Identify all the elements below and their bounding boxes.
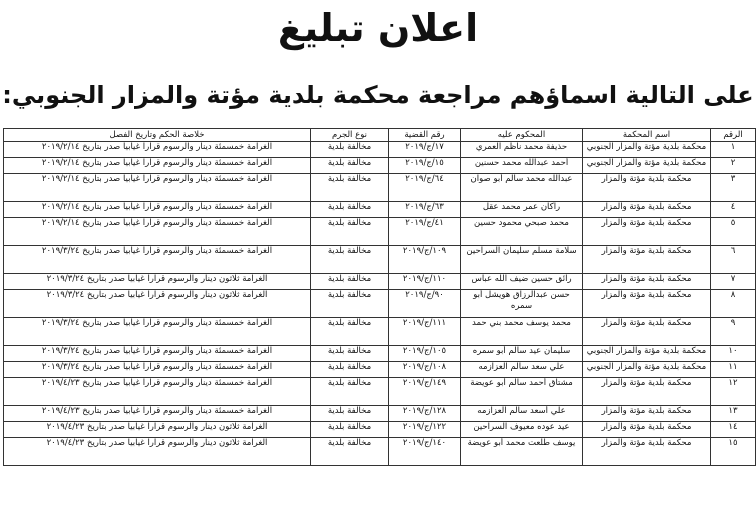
cell-num: ١٠ <box>711 346 756 362</box>
cell-summary: الغرامة خمسمئة دينار والرسوم قرارا غيابيا صدر بتاريخ ٢٠١٩/٢/١٤ <box>4 218 311 246</box>
cell-case: ١٥/ج/٢٠١٩ <box>389 158 461 174</box>
cell-crime: مخالفة بلدية <box>311 438 389 466</box>
cell-defendant: مشتاق أحمد سالم أبو عويضة <box>461 378 583 406</box>
cell-crime: مخالفة بلدية <box>311 202 389 218</box>
cell-num: ١١ <box>711 362 756 378</box>
cell-crime: مخالفة بلدية <box>311 290 389 318</box>
cell-defendant: محمد يوسف محمد بني حمد <box>461 318 583 346</box>
cell-defendant: سلامة مسلم سليمان السراحين <box>461 246 583 274</box>
cell-crime: مخالفة بلدية <box>311 378 389 406</box>
cell-num: ٧ <box>711 274 756 290</box>
cell-case: ٤١/ج/٢٠١٩ <box>389 218 461 246</box>
table-row <box>4 218 756 246</box>
cell-defendant: راكان عمر محمد عقل <box>461 202 583 218</box>
cell-defendant: علي أسعد سالم العزازمه <box>461 406 583 422</box>
cell-court: محكمة بلدية مؤتة والمزار الجنوبي <box>583 142 711 158</box>
cell-summary: الغرامة خمسمئة دينار والرسوم قرارا غيابيا صدر بتاريخ ٢٠١٩/٣/٢٤ <box>4 246 311 274</box>
table-row <box>4 438 756 466</box>
cell-defendant: رائق حسين ضيف الله عباس <box>461 274 583 290</box>
table-row <box>4 422 756 438</box>
cell-court: محكمة بلدية مؤتة والمزار <box>583 422 711 438</box>
cell-defendant: محمد صبحي محمود حسين <box>461 218 583 246</box>
cell-court: محكمة بلدية مؤتة والمزار الجنوبي <box>583 158 711 174</box>
cell-court: محكمة بلدية مؤتة والمزار <box>583 318 711 346</box>
cell-num: ٣ <box>711 174 756 202</box>
table-row <box>4 406 756 422</box>
cell-court: محكمة بلدية مؤتة والمزار <box>583 378 711 406</box>
cell-crime: مخالفة بلدية <box>311 406 389 422</box>
table-row <box>4 318 756 346</box>
notice-table <box>3 128 756 466</box>
cell-summary: الغرامة خمسمئة دينار والرسوم قرارا غيابيا صدر بتاريخ ٢٠١٩/٣/٢٤ <box>4 318 311 346</box>
cell-defendant: أحمد عبدالله محمد حسنين <box>461 158 583 174</box>
cell-case: ١٠٨/ج/٢٠١٩ <box>389 362 461 378</box>
cell-case: ١٤٠/ج/٢٠١٩ <box>389 438 461 466</box>
cell-defendant: عبدالله محمد سالم أبو صوان <box>461 174 583 202</box>
cell-num: ٩ <box>711 318 756 346</box>
cell-court: محكمة بلدية مؤتة والمزار الجنوبي <box>583 346 711 362</box>
cell-case: ١١٠/ج/٢٠١٩ <box>389 274 461 290</box>
cell-case: ١٤٩/ج/٢٠١٩ <box>389 378 461 406</box>
cell-crime: مخالفة بلدية <box>311 142 389 158</box>
cell-crime: مخالفة بلدية <box>311 362 389 378</box>
header-num: الرقم <box>711 129 756 142</box>
cell-summary: الغرامة خمسمئة دينار والرسوم قرارا غيابيا صدر بتاريخ ٢٠١٩/٢/١٤ <box>4 174 311 202</box>
cell-case: ١٧/ج/٢٠١٩ <box>389 142 461 158</box>
cell-summary: الغرامة خمسمئة دينار والرسوم قرارا غيابيا صدر بتاريخ ٢٠١٩/٣/٢٤ <box>4 362 311 378</box>
cell-summary: الغرامة خمسمئة دينار والرسوم قرارا غيابيا صدر بتاريخ ٢٠١٩/٢/١٤ <box>4 158 311 174</box>
cell-num: ٨ <box>711 290 756 318</box>
header-court: اسم المحكمة <box>583 129 711 142</box>
header-crime: نوع الجرم <box>311 129 389 142</box>
cell-summary: الغرامة ثلاثون دينار والرسوم قرارا غيابيا صدر بتاريخ ٢٠١٩/٤/٢٣ <box>4 422 311 438</box>
cell-summary: الغرامة خمسمئة دينار والرسوم قرارا غيابيا صدر بتاريخ ٢٠١٩/٤/٢٣ <box>4 406 311 422</box>
cell-case: ١٠٩/ج/٢٠١٩ <box>389 246 461 274</box>
page-subtitle: على التالية اسماؤهم مراجعة محكمة بلدية مؤتة والمزار الجنوبي: <box>2 81 754 109</box>
cell-defendant: يوسف طلعت محمد أبو عويضة <box>461 438 583 466</box>
cell-court: محكمة بلدية مؤتة والمزار <box>583 274 711 290</box>
table-row <box>4 246 756 274</box>
cell-num: ٢ <box>711 158 756 174</box>
table-row <box>4 274 756 290</box>
cell-summary: الغرامة ثلاثون دينار والرسوم قرارا غيابيا صدر بتاريخ ٢٠١٩/٣/٢٤ <box>4 290 311 318</box>
cell-summary: الغرامة خمسمئة دينار والرسوم قرارا غيابيا صدر بتاريخ ٢٠١٩/٤/٢٣ <box>4 378 311 406</box>
cell-summary: الغرامة ثلاثون دينار والرسوم قرارا غيابيا صدر بتاريخ ٢٠١٩/٤/٢٣ <box>4 438 311 466</box>
cell-defendant: حسن عبدالرزاق هويشل أبو سمره <box>461 290 583 318</box>
table-row <box>4 174 756 202</box>
cell-crime: مخالفة بلدية <box>311 158 389 174</box>
cell-crime: مخالفة بلدية <box>311 274 389 290</box>
cell-crime: مخالفة بلدية <box>311 174 389 202</box>
cell-defendant: علي سعد سالم العزازمه <box>461 362 583 378</box>
table-row <box>4 202 756 218</box>
header-defendant: المحكوم عليه <box>461 129 583 142</box>
cell-case: ١١١/ج/٢٠١٩ <box>389 318 461 346</box>
table-row <box>4 142 756 158</box>
cell-court: محكمة بلدية مؤتة والمزار <box>583 406 711 422</box>
cell-num: ١٣ <box>711 406 756 422</box>
cell-summary: الغرامة خمسمئة دينار والرسوم قرارا غيابيا صدر بتاريخ ٢٠١٩/٢/١٤ <box>4 202 311 218</box>
cell-summary: الغرامة ثلاثون دينار والرسوم قرارا غيابيا صدر بتاريخ ٢٠١٩/٣/٢٤ <box>4 274 311 290</box>
cell-num: ١٢ <box>711 378 756 406</box>
cell-crime: مخالفة بلدية <box>311 422 389 438</box>
cell-court: محكمة بلدية مؤتة والمزار <box>583 438 711 466</box>
cell-num: ١٥ <box>711 438 756 466</box>
cell-num: ١٤ <box>711 422 756 438</box>
table-row <box>4 378 756 406</box>
cell-defendant: حذيفة محمد ناظم العمري <box>461 142 583 158</box>
cell-crime: مخالفة بلدية <box>311 246 389 274</box>
header-summary: خلاصة الحكم وتاريخ الفصل <box>4 129 311 142</box>
cell-court: محكمة بلدية مؤتة والمزار <box>583 290 711 318</box>
cell-court: محكمة بلدية مؤتة والمزار <box>583 202 711 218</box>
page-title: اعلان تبليغ <box>277 6 479 50</box>
table-row <box>4 158 756 174</box>
cell-num: ٦ <box>711 246 756 274</box>
cell-case: ٦٤/ج/٢٠١٩ <box>389 174 461 202</box>
cell-summary: الغرامة خمسمئة دينار والرسوم قرارا غيابيا صدر بتاريخ ٢٠١٩/٢/١٤ <box>4 142 311 158</box>
cell-num: ٤ <box>711 202 756 218</box>
cell-court: محكمة بلدية مؤتة والمزار الجنوبي <box>583 362 711 378</box>
cell-court: محكمة بلدية مؤتة والمزار <box>583 246 711 274</box>
cell-summary: الغرامة خمسمئة دينار والرسوم قرارا غيابيا صدر بتاريخ ٢٠١٩/٣/٢٤ <box>4 346 311 362</box>
cell-case: ١٢٨/ج/٢٠١٩ <box>389 406 461 422</box>
cell-case: ١٠٥/ج/٢٠١٩ <box>389 346 461 362</box>
cell-case: ١٢٢/ج/٢٠١٩ <box>389 422 461 438</box>
cell-court: محكمة بلدية مؤتة والمزار <box>583 174 711 202</box>
table-row <box>4 346 756 362</box>
cell-case: ٩٠/ج/٢٠١٩ <box>389 290 461 318</box>
cell-crime: مخالفة بلدية <box>311 346 389 362</box>
cell-num: ٥ <box>711 218 756 246</box>
cell-crime: مخالفة بلدية <box>311 218 389 246</box>
cell-defendant: عيد عوده معيوف السراحين <box>461 422 583 438</box>
cell-crime: مخالفة بلدية <box>311 318 389 346</box>
cell-num: ١ <box>711 142 756 158</box>
table-row <box>4 362 756 378</box>
cell-defendant: سليمان عيد سالم أبو سمره <box>461 346 583 362</box>
table-row <box>4 290 756 318</box>
cell-case: ٦٣/ج/٢٠١٩ <box>389 202 461 218</box>
table-header-row <box>4 129 756 142</box>
cell-court: محكمة بلدية مؤتة والمزار <box>583 218 711 246</box>
header-case: رقم القضية <box>389 129 461 142</box>
